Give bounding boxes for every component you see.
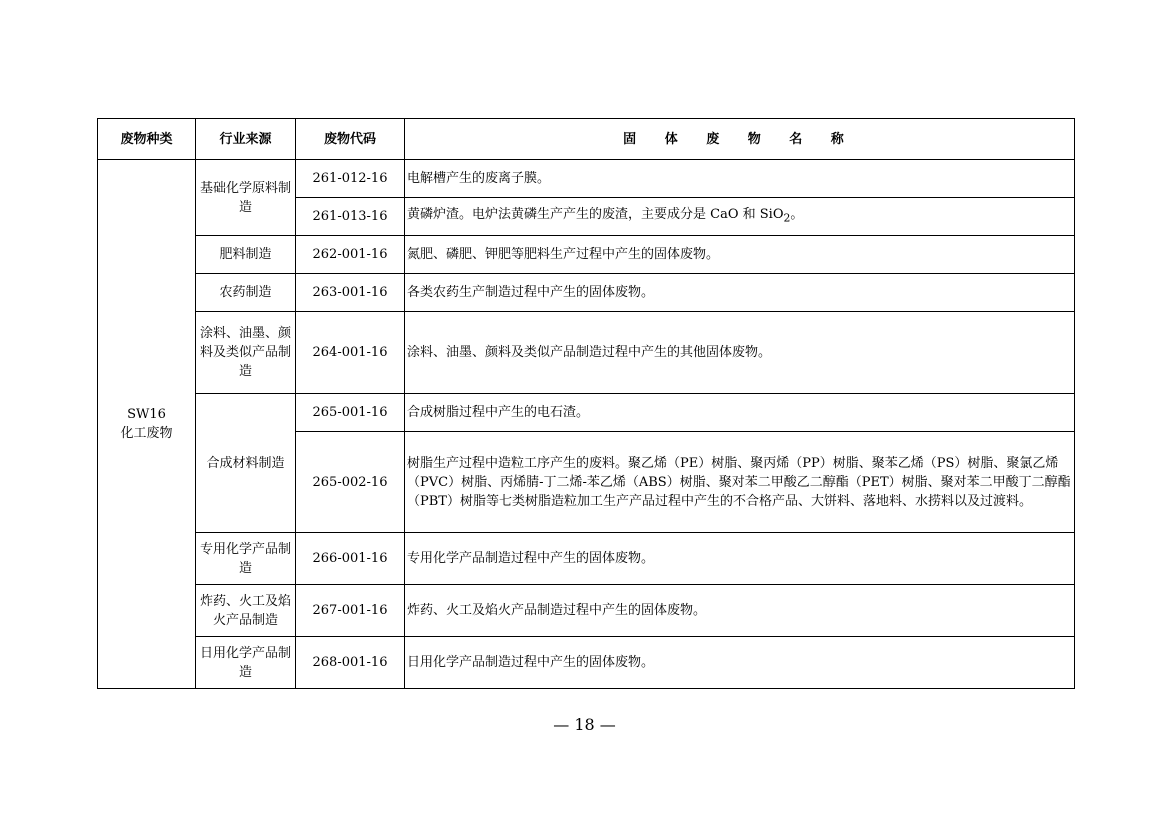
industry-cell: 专用化学产品制造 xyxy=(196,533,296,585)
industry-cell: 合成材料制造 xyxy=(196,394,296,533)
waste-classification-table xyxy=(97,118,1075,689)
desc-cell: 电解槽产生的废离子膜。 xyxy=(405,160,1075,198)
subscript: 2 xyxy=(783,211,791,225)
table-row xyxy=(98,585,1075,637)
desc-suffix: 。 xyxy=(790,207,804,223)
desc-cell: 氮肥、磷肥、钾肥等肥料生产过程中产生的固体废物。 xyxy=(405,236,1075,274)
page-number: — 18 — xyxy=(553,715,616,734)
industry-cell: 农药制造 xyxy=(196,274,296,312)
header-name: 固 体 废 物 名 称 xyxy=(405,119,1075,160)
table-row xyxy=(98,274,1075,312)
code-cell: 265-002-16 xyxy=(296,432,405,533)
industry-cell: 肥料制造 xyxy=(196,236,296,274)
code-cell: 262-001-16 xyxy=(296,236,405,274)
table-row xyxy=(98,637,1075,689)
desc-cell: 合成树脂过程中产生的电石渣。 xyxy=(405,394,1075,432)
table-row xyxy=(98,312,1075,394)
industry-cell: 日用化学产品制造 xyxy=(196,637,296,689)
desc-cell xyxy=(405,198,1075,236)
code-cell: 264-001-16 xyxy=(296,312,405,394)
industry-cell: 炸药、火工及焰火产品制造 xyxy=(196,585,296,637)
code-cell: 266-001-16 xyxy=(296,533,405,585)
category-label: 化工废物 xyxy=(120,426,173,441)
code-cell: 263-001-16 xyxy=(296,274,405,312)
code-cell: 261-012-16 xyxy=(296,160,405,198)
code-cell: 265-001-16 xyxy=(296,394,405,432)
category-cell xyxy=(98,160,196,689)
desc-cell: 专用化学产品制造过程中产生的固体废物。 xyxy=(405,533,1075,585)
category-code: SW16 xyxy=(127,407,166,422)
table-row xyxy=(98,394,1075,432)
header-category: 废物种类 xyxy=(98,119,196,160)
desc-cell: 各类农药生产制造过程中产生的固体废物。 xyxy=(405,274,1075,312)
code-cell: 268-001-16 xyxy=(296,637,405,689)
table-row xyxy=(98,236,1075,274)
desc-cell: 涂料、油墨、颜料及类似产品制造过程中产生的其他固体废物。 xyxy=(405,312,1075,394)
desc-cell: 日用化学产品制造过程中产生的固体废物。 xyxy=(405,637,1075,689)
code-cell: 267-001-16 xyxy=(296,585,405,637)
industry-cell: 涂料、油墨、颜料及类似产品制造 xyxy=(196,312,296,394)
code-cell: 261-013-16 xyxy=(296,198,405,236)
header-industry: 行业来源 xyxy=(196,119,296,160)
table-row xyxy=(98,533,1075,585)
industry-cell: 基础化学原料制造 xyxy=(196,160,296,236)
desc-cell: 树脂生产过程中造粒工序产生的废料。聚乙烯（PE）树脂、聚丙烯（PP）树脂、聚苯乙烯（PS）树脂、聚氯乙烯（PVC）树脂、丙烯腈-丁二烯-苯乙烯（ABS）树脂、聚对苯二甲酸乙二醇酯（PET）树脂、聚对苯二甲酸丁二醇酯（PBT）树脂等七类树脂造粒加工生产产品过程中产生的不合格产品、大饼料、落地料、水捞料以及过渡料。 xyxy=(405,432,1075,533)
desc-text: 黄磷炉渣。电炉法黄磷生产产生的废渣，主要成分是 CaO 和 SiO xyxy=(407,207,784,223)
table-row xyxy=(98,160,1075,198)
header-code: 废物代码 xyxy=(296,119,405,160)
desc-cell: 炸药、火工及焰火产品制造过程中产生的固体废物。 xyxy=(405,585,1075,637)
header-row xyxy=(98,119,1075,160)
